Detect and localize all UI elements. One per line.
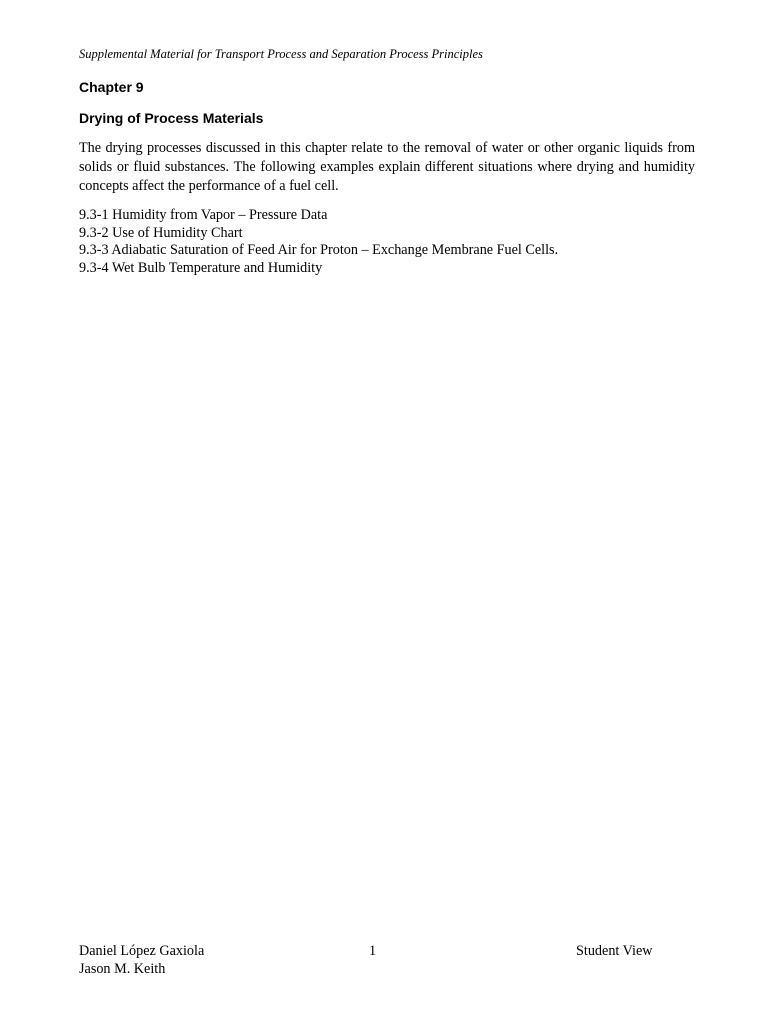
footer-author: Jason M. Keith: [79, 961, 166, 977]
topic-item: 9.3-1 Humidity from Vapor – Pressure Data: [79, 207, 328, 223]
topic-list: [79, 207, 558, 278]
topic-item: 9.3-3 Adiabatic Saturation of Feed Air for Proton – Exchange Membrane Fuel Cells.: [79, 242, 559, 259]
intro-paragraph: The drying processes discussed in this chapter relate to the removal of water or other organic liquids from solids or fluid substances. The following examples explain different situations where drying and humidity concepts affect the performance of a fuel cell.: [79, 140, 695, 194]
footer-authors: [79, 942, 204, 978]
header-note: Supplemental Material for Transport Process and Separation Process Principles: [79, 47, 483, 61]
chapter-label: Chapter 9: [79, 79, 144, 95]
footer-view-label: Student View: [576, 943, 653, 959]
chapter-title: Drying of Process Materials: [79, 110, 264, 126]
footer-author: Daniel López Gaxiola: [79, 943, 205, 959]
topic-item: 9.3-4 Wet Bulb Temperature and Humidity: [79, 260, 323, 277]
topic-item: 9.3-2 Use of Humidity Chart: [79, 224, 243, 241]
page-number: 1: [369, 943, 377, 959]
